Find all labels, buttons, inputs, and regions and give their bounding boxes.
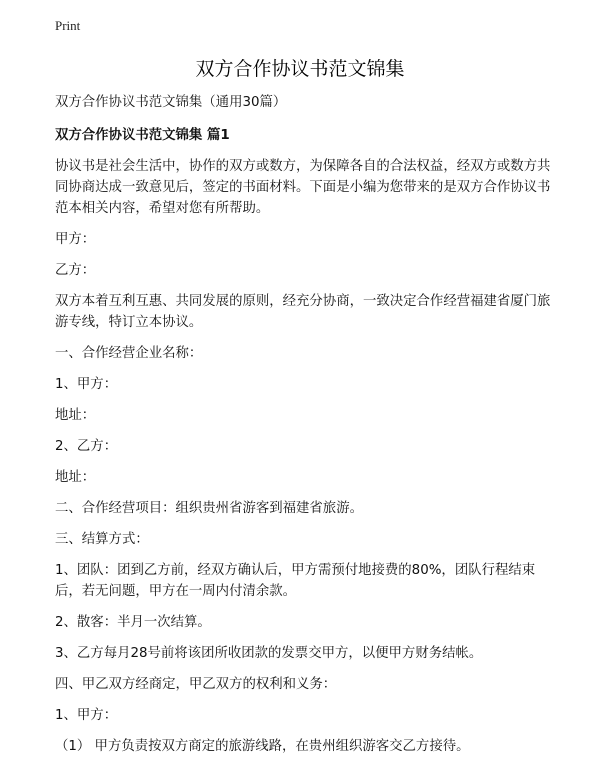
paragraph-preamble: 双方本着互利互惠、共同发展的原则，经充分协商，一致决定合作经营福建省厦门旅游专线，特订立本协议。: [55, 294, 551, 330]
paragraph-clause-1-party-b: 2、乙方：: [55, 439, 118, 454]
document-body: [55, 92, 555, 767]
paragraph-party-a: 甲方：: [55, 232, 96, 247]
section-heading: 双方合作协议书范文锦集 篇1: [55, 128, 230, 143]
document-title: 双方合作协议书范文锦集: [195, 58, 405, 80]
paragraph-clause-2: 二、合作经营项目：组织贵州省游客到福建省旅游。: [55, 501, 363, 516]
paragraph-clause-1-address-a: 地址：: [55, 408, 96, 423]
paragraph-clause-1: 一、合作经营企业名称：: [55, 346, 203, 361]
paragraph-clause-1-party-a: 1、甲方：: [55, 377, 118, 392]
paragraph-clause-3-1: 1、团队：团到乙方前，经双方确认后，甲方需预付地接费的80%，团队行程结束后，若无问题，甲方在一周内付清余款。: [55, 563, 536, 599]
paragraph-intro: 协议书是社会生活中，协作的双方或数方，为保障各自的合法权益，经双方或数方共同协商达成一致意见后，签定的书面材料。下面是小编为您带来的是双方合作协议书范本相关内容，希望对您有所帮助。: [55, 159, 551, 216]
document-subtitle: 双方合作协议书范文锦集（通用30篇）: [55, 95, 287, 110]
paragraph-clause-1-address-b: 地址：: [55, 470, 96, 485]
print-link[interactable]: Print: [55, 18, 81, 33]
paragraph-clause-3-3: 3、乙方每月28号前将该团所收团款的发票交甲方，以便甲方财务结帐。: [55, 646, 483, 661]
paragraph-clause-3-2: 2、散客：半月一次结算。: [55, 615, 211, 630]
paragraph-clause-4: 四、甲乙双方经商定，甲乙双方的权利和义务：: [55, 677, 337, 692]
paragraph-clause-4-1: （1） 甲方负责按双方商定的旅游线路，在贵州组织游客交乙方接待。: [55, 739, 470, 754]
paragraph-clause-3: 三、结算方式：: [55, 532, 149, 547]
paragraph-clause-4-party-a: 1、甲方：: [55, 708, 118, 723]
paragraph-party-b: 乙方：: [55, 263, 96, 278]
